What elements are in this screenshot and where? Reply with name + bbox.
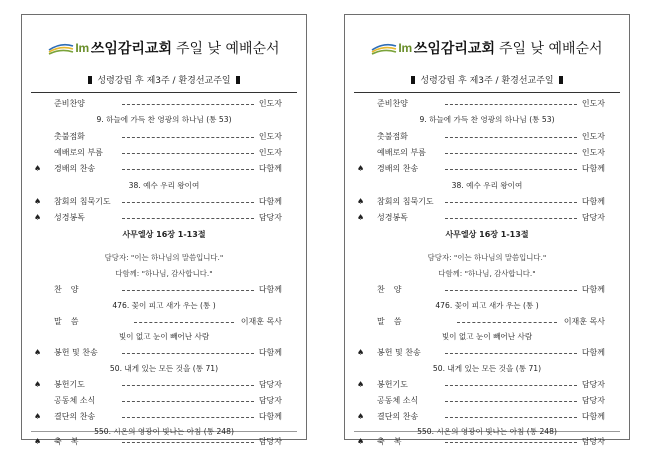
logo-swoosh-icon bbox=[48, 41, 74, 55]
spade-icon: ♠ bbox=[357, 437, 365, 446]
scripture-reference bbox=[22, 229, 306, 241]
hymn-title bbox=[22, 180, 306, 192]
program-item-label: 공동체 소식 bbox=[54, 396, 96, 405]
spade-icon: ♠ bbox=[34, 164, 42, 173]
program-item bbox=[22, 147, 306, 159]
program-item-leader-name: 다함께 bbox=[258, 197, 282, 206]
response-line-text: 담당자: "이는 하나님의 말씀입니다." bbox=[104, 253, 224, 262]
program-item-label: 성경봉독 bbox=[54, 213, 85, 222]
program-item bbox=[22, 212, 306, 224]
program-item-leader-name: 이재훈 목사 bbox=[240, 317, 282, 326]
program-item bbox=[345, 131, 629, 143]
program-item bbox=[22, 316, 306, 328]
program-item bbox=[22, 98, 306, 110]
program-item bbox=[345, 147, 629, 159]
hymn-title bbox=[22, 363, 306, 375]
program-item-leader-name: 인도자 bbox=[581, 148, 605, 157]
church-header bbox=[345, 35, 629, 61]
spade-icon: ♠ bbox=[357, 164, 365, 173]
dotted-leader bbox=[122, 353, 254, 354]
program-item-label: 봉헌기도 bbox=[377, 380, 408, 389]
program-item-label: 봉헌기도 bbox=[54, 380, 85, 389]
program-item-leader-name: 다함께 bbox=[258, 348, 282, 357]
program-item bbox=[345, 163, 629, 175]
church-name: 쓰임감리교회 bbox=[90, 41, 172, 57]
program-item-leader-name: 다함께 bbox=[258, 164, 282, 173]
dotted-leader bbox=[122, 385, 254, 386]
program-item bbox=[22, 163, 306, 175]
program-item-leader-name: 다함께 bbox=[258, 285, 282, 294]
program-item bbox=[345, 98, 629, 110]
spade-icon: ♠ bbox=[34, 380, 42, 389]
dotted-leader bbox=[445, 442, 577, 443]
subtitle-marker-right bbox=[559, 76, 563, 84]
program-item-leader-name: 담당자 bbox=[258, 437, 282, 446]
subtitle bbox=[22, 73, 306, 86]
program-item-label: 말씀 bbox=[377, 317, 411, 326]
subtitle-text: 성령강림 후 제3주 / 환경선교주일 bbox=[97, 76, 231, 86]
subtitle bbox=[345, 73, 629, 86]
hymn-title-text: 50. 내게 있는 모든 것을 (통 71) bbox=[432, 364, 542, 373]
program-item bbox=[345, 347, 629, 359]
program-item-leader-name: 이재훈 목사 bbox=[563, 317, 605, 326]
scripture-reference bbox=[345, 229, 629, 241]
spade-icon: ♠ bbox=[357, 348, 365, 357]
dotted-leader bbox=[445, 401, 577, 402]
subtitle-marker-right bbox=[236, 76, 240, 84]
hymn-title bbox=[345, 180, 629, 192]
hymn-title-text: 9. 하늘에 가득 찬 영광의 하나님 (통 53) bbox=[96, 115, 232, 124]
logo-text: Im bbox=[398, 41, 412, 55]
subtitle-text: 성령강림 후 제3주 / 환경선교주일 bbox=[420, 76, 554, 86]
program-item-label: 결단의 찬송 bbox=[54, 412, 96, 421]
spade-icon: ♠ bbox=[357, 412, 365, 421]
program-item-label: 예배로의 부름 bbox=[54, 148, 103, 157]
spade-icon: ♠ bbox=[34, 437, 42, 446]
service-title: 주일 낮 예배순서 bbox=[498, 41, 603, 57]
hymn-title-text: 476. 꽃이 피고 새가 우는 (통 ) bbox=[112, 301, 216, 310]
dotted-leader bbox=[445, 353, 577, 354]
hymn-title bbox=[345, 363, 629, 375]
bulletin-panel-left bbox=[21, 14, 307, 446]
program-item-leader-name: 다함께 bbox=[581, 197, 605, 206]
hymn-title-text: 550. 시온의 영광이 빛나는 아침 (통 248) bbox=[417, 427, 557, 436]
program-item-label: 봉헌 및 찬송 bbox=[54, 348, 98, 357]
hymn-title bbox=[345, 331, 629, 343]
program-item bbox=[22, 411, 306, 423]
program-item-leader-name: 담당자 bbox=[258, 380, 282, 389]
program-item-leader-name: 다함께 bbox=[258, 412, 282, 421]
program-item-label: 결단의 찬송 bbox=[377, 412, 419, 421]
service-title: 주일 낮 예배순서 bbox=[175, 41, 280, 57]
divider-top bbox=[354, 92, 620, 93]
program-item bbox=[345, 316, 629, 328]
program-item bbox=[345, 411, 629, 423]
hymn-title-text: 476. 꽃이 피고 새가 우는 (통 ) bbox=[435, 301, 539, 310]
response-line bbox=[345, 268, 629, 280]
program-item bbox=[345, 212, 629, 224]
program-item-label: 경배의 찬송 bbox=[377, 164, 419, 173]
dotted-leader bbox=[445, 153, 577, 154]
divider-top bbox=[31, 92, 297, 93]
dotted-leader bbox=[134, 322, 234, 323]
program-item-label: 찬양 bbox=[377, 285, 411, 294]
program-item bbox=[345, 436, 629, 448]
program-item-leader-name: 인도자 bbox=[258, 148, 282, 157]
response-line-text: 다함께: "하나님, 감사합니다." bbox=[115, 269, 213, 278]
dotted-leader bbox=[445, 169, 577, 170]
spade-icon: ♠ bbox=[34, 197, 42, 206]
hymn-title bbox=[22, 114, 306, 126]
response-line bbox=[22, 268, 306, 280]
spade-icon: ♠ bbox=[34, 412, 42, 421]
dotted-leader bbox=[122, 218, 254, 219]
program-item-label: 봉헌 및 찬송 bbox=[377, 348, 421, 357]
program-item-label: 말씀 bbox=[54, 317, 88, 326]
hymn-title bbox=[22, 300, 306, 312]
hymn-title-text: 550. 시온의 영광이 빛나는 아침 (통 248) bbox=[94, 427, 234, 436]
program-item-leader-name: 다함께 bbox=[581, 164, 605, 173]
program-item-leader-name: 인도자 bbox=[581, 132, 605, 141]
program-item-leader-name: 담당자 bbox=[581, 213, 605, 222]
hymn-title-text: 빛이 없고 눈이 빼어난 사람 bbox=[441, 332, 533, 341]
scripture-reference-text: 사무엘상 16장 1-13절 bbox=[445, 230, 529, 239]
dotted-leader bbox=[445, 417, 577, 418]
program-item-leader-name: 다함께 bbox=[581, 412, 605, 421]
program-item bbox=[22, 284, 306, 296]
hymn-title bbox=[345, 300, 629, 312]
program-item-label: 준비찬양 bbox=[377, 99, 408, 108]
dotted-leader bbox=[445, 385, 577, 386]
program-item bbox=[22, 436, 306, 448]
subtitle-marker-left bbox=[411, 76, 415, 84]
logo-swoosh-icon bbox=[371, 41, 397, 55]
response-line-text: 다함께: "하나님, 감사합니다." bbox=[438, 269, 536, 278]
hymn-title bbox=[345, 114, 629, 126]
hymn-title bbox=[22, 331, 306, 343]
hymn-title-text: 38. 예수 우리 왕이여 bbox=[128, 181, 200, 190]
program-item bbox=[22, 347, 306, 359]
dotted-leader bbox=[122, 401, 254, 402]
program-item-label: 예배로의 부름 bbox=[377, 148, 426, 157]
dotted-leader bbox=[122, 104, 254, 105]
spade-icon: ♠ bbox=[357, 213, 365, 222]
program-item-label: 참회의 침묵기도 bbox=[54, 197, 111, 206]
program-item-leader-name: 담당자 bbox=[581, 396, 605, 405]
program-item-leader-name: 인도자 bbox=[258, 99, 282, 108]
church-name: 쓰임감리교회 bbox=[413, 41, 495, 57]
church-header bbox=[22, 35, 306, 61]
program-item-leader-name: 담당자 bbox=[258, 396, 282, 405]
spade-icon: ♠ bbox=[34, 213, 42, 222]
dotted-leader bbox=[122, 417, 254, 418]
program-item-leader-name: 다함께 bbox=[581, 348, 605, 357]
program-item-leader-name: 인도자 bbox=[258, 132, 282, 141]
program-item-label: 촛불점화 bbox=[54, 132, 85, 141]
dotted-leader bbox=[445, 290, 577, 291]
subtitle-marker-left bbox=[88, 76, 92, 84]
logo-text: Im bbox=[75, 41, 89, 55]
program-item bbox=[345, 196, 629, 208]
dotted-leader bbox=[445, 137, 577, 138]
hymn-title-text: 9. 하늘에 가득 찬 영광의 하나님 (통 53) bbox=[419, 115, 555, 124]
dotted-leader bbox=[122, 153, 254, 154]
hymn-title-text: 빛이 없고 눈이 빼어난 사람 bbox=[118, 332, 210, 341]
bulletin-panel-right bbox=[344, 14, 630, 446]
program-item-label: 촛불점화 bbox=[377, 132, 408, 141]
hymn-title-text: 38. 예수 우리 왕이여 bbox=[451, 181, 523, 190]
program-item bbox=[345, 395, 629, 407]
program-item-leader-name: 담당자 bbox=[581, 380, 605, 389]
scripture-reference-text: 사무엘상 16장 1-13절 bbox=[122, 230, 206, 239]
response-line-text: 담당자: "이는 하나님의 말씀입니다." bbox=[427, 253, 547, 262]
program-item bbox=[22, 131, 306, 143]
program-item-leader-name: 인도자 bbox=[581, 99, 605, 108]
dotted-leader bbox=[445, 218, 577, 219]
response-line bbox=[345, 252, 629, 264]
program-item-label: 준비찬양 bbox=[54, 99, 85, 108]
program-item bbox=[22, 379, 306, 391]
response-line bbox=[22, 252, 306, 264]
program-item-label: 축복 bbox=[54, 437, 88, 446]
program-item-label: 성경봉독 bbox=[377, 213, 408, 222]
program-item bbox=[22, 395, 306, 407]
spade-icon: ♠ bbox=[357, 380, 365, 389]
program-item-label: 축복 bbox=[377, 437, 411, 446]
program-item-leader-name: 다함께 bbox=[581, 285, 605, 294]
program-item-label: 경배의 찬송 bbox=[54, 164, 96, 173]
dotted-leader bbox=[122, 290, 254, 291]
spade-icon: ♠ bbox=[34, 348, 42, 357]
program-item bbox=[22, 196, 306, 208]
dotted-leader bbox=[445, 202, 577, 203]
program-item bbox=[345, 284, 629, 296]
hymn-title-text: 50. 내게 있는 모든 것을 (통 71) bbox=[109, 364, 219, 373]
program-item bbox=[345, 379, 629, 391]
dotted-leader bbox=[122, 202, 254, 203]
program-item-leader-name: 담당자 bbox=[258, 213, 282, 222]
dotted-leader bbox=[457, 322, 557, 323]
spade-icon: ♠ bbox=[357, 197, 365, 206]
program-item-label: 찬양 bbox=[54, 285, 88, 294]
dotted-leader bbox=[445, 104, 577, 105]
dotted-leader bbox=[122, 169, 254, 170]
program-item-label: 공동체 소식 bbox=[377, 396, 419, 405]
program-item-label: 참회의 침묵기도 bbox=[377, 197, 434, 206]
dotted-leader bbox=[122, 137, 254, 138]
dotted-leader bbox=[122, 442, 254, 443]
program-item-leader-name: 담당자 bbox=[581, 437, 605, 446]
